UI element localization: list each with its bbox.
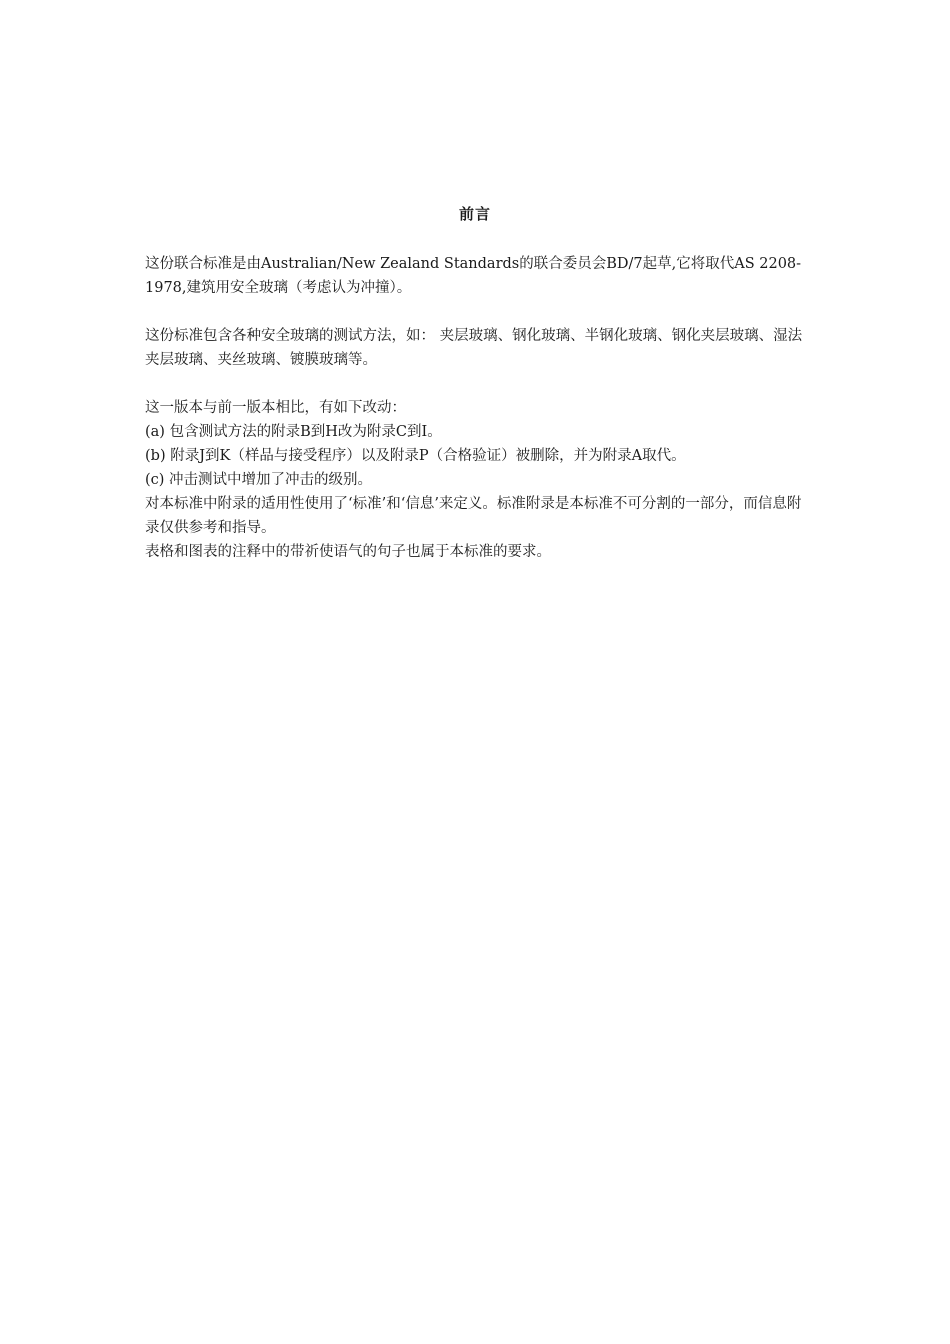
paragraph-spacer [145,372,811,396]
document-body [145,252,811,564]
change-item: (b) 附录J到K（样品与接受程序）以及附录P（合格验证）被删除，并为附录A取代。 [145,448,686,464]
paragraph-table-note: 表格和图表的注释中的带祈使语气的句子也属于本标准的要求。 [145,544,551,560]
paragraph-intro: 这份联合标准是由Australian/New Zealand Standards的联合委员会BD/7起草,它将取代AS 2208-1978,建筑用安全玻璃（考虑认为冲撞）。 [145,256,802,296]
changes-intro: 这一版本与前一版本相比，有如下改动： [145,400,406,416]
page-title: 前言 [458,205,491,223]
paragraph-scope: 这份标准包含各种安全玻璃的测试方法，如： 夹层玻璃、钢化玻璃、半钢化玻璃、钢化夹层玻璃、湿法夹层玻璃、夹丝玻璃、镀膜玻璃等。 [145,328,803,368]
paragraph-spacer [145,300,811,324]
change-item: (a) 包含测试方法的附录B到H改为附录C到I。 [145,424,442,440]
change-item: (c) 冲击测试中增加了冲击的级别。 [145,472,373,488]
paragraph-appendix-note: 对本标准中附录的适用性使用了‘标准’和‘信息’来定义。标准附录是本标准不可分割的一部分，而信息附录仅供参考和指导。 [145,496,802,536]
